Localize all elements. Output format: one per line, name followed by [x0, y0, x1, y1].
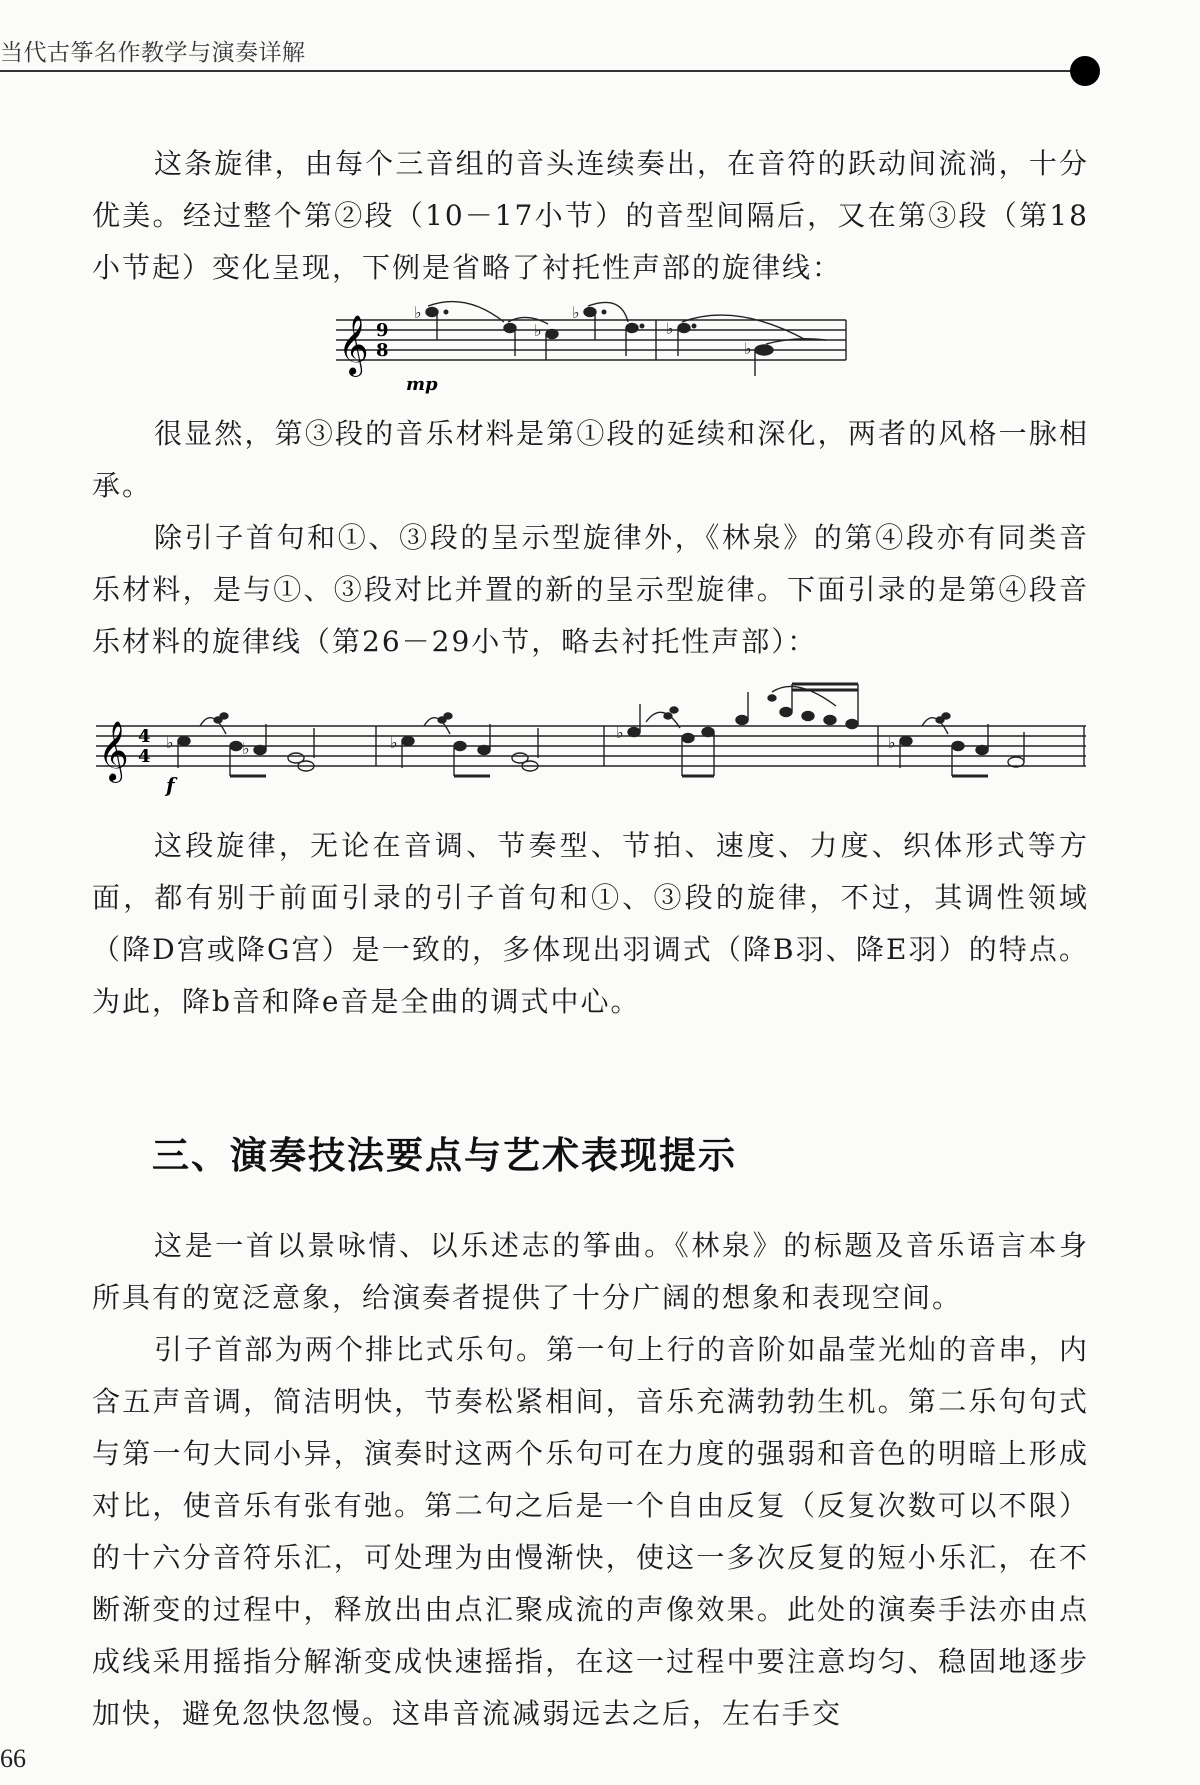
paragraph-block-4: [92, 820, 1089, 1028]
dynamic-marking: f: [166, 773, 175, 796]
paragraph-block-2: [92, 408, 1089, 512]
svg-text:♭: ♭: [166, 733, 174, 752]
paragraph: 这段旋律，无论在音调、节奏型、节拍、速度、力度、织体形式等方面，都有别于前面引录的引子首句和①、③段的旋律，不过，其调性领域（降D宫或降G宫）是一致的，多体现出羽调式（降B羽、降E羽）的特点。为此，降b音和降e音是全曲的调式中心。: [92, 829, 1089, 1018]
svg-text:♭: ♭: [534, 321, 542, 340]
paragraph-block-1: [92, 138, 1089, 294]
svg-text:♭: ♭: [616, 723, 624, 742]
time-signature-bottom: 4: [138, 746, 151, 767]
time-signature-bottom: 8: [376, 340, 389, 361]
section-heading: 三、演奏技法要点与艺术表现提示: [152, 1134, 737, 1177]
music-example-1: [336, 296, 856, 400]
paragraph-block-3: [92, 512, 1089, 668]
treble-clef-icon: 𝄞: [98, 721, 129, 781]
staff-notation-2: [96, 676, 1091, 796]
svg-text:♭: ♭: [666, 319, 674, 338]
svg-text:♭: ♭: [572, 303, 580, 322]
svg-text:♭: ♭: [390, 733, 398, 752]
svg-text:♭: ♭: [888, 733, 896, 752]
dynamic-marking: mp: [406, 374, 438, 395]
svg-text:♭: ♭: [242, 739, 250, 758]
paragraph: 除引子首句和①、③段的呈示型旋律外，《林泉》的第④段亦有同类音乐材料，是与①、③段对比并置的新的呈示型旋律。下面引录的是第④段音乐材料的旋律线（第26－29小节，略去衬托性声部）：: [92, 521, 1089, 658]
time-signature-top: 4: [138, 726, 151, 747]
svg-text:♭: ♭: [744, 339, 752, 358]
paragraph-block-5: [92, 1220, 1089, 1324]
header-dot-icon: [1070, 56, 1100, 86]
paragraph: 引子首部为两个排比式乐句。第一句上行的音阶如晶莹光灿的音串，内含五声音调，简洁明快，节奏松紧相间，音乐充满勃勃生机。第二乐句句式与第一句大同小异，演奏时这两个乐句可在力度的强弱和音色的明暗上形成对比，使音乐有张有弛。第二句之后是一个自由反复（反复次数可以不限）的十六分音符乐汇，可处理为由慢渐快，使这一多次反复的短小乐汇，在不断渐变的过程中，释放出由点汇聚成流的声像效果。此处的演奏手法亦由点成线采用摇指分解渐变成快速摇指，在这一过程中要注意均匀、稳固地逐步加快，避免忽快忽慢。这串音流减弱远去之后，左右手交: [92, 1333, 1089, 1730]
paragraph: 这是一首以景咏情、以乐述志的筝曲。《林泉》的标题及音乐语言本身所具有的宽泛意象，给演奏者提供了十分广阔的想象和表现空间。: [92, 1229, 1089, 1314]
page-number: 66: [0, 1744, 26, 1773]
music-example-2: [96, 676, 1091, 800]
treble-clef-icon: 𝄞: [338, 315, 369, 375]
header-rule: [0, 70, 1085, 72]
running-header: [0, 24, 1200, 72]
staff-notation-1: [336, 296, 856, 396]
svg-text:♭: ♭: [414, 303, 422, 322]
paragraph: 这条旋律，由每个三音组的音头连续奏出，在音符的跃动间流淌，十分优美。经过整个第②段（10－17小节）的音型间隔后，又在第③段（第18小节起）变化呈现，下例是省略了衬托性声部的旋律线：: [92, 147, 1089, 284]
book-title: 当代古筝名作教学与演奏详解: [0, 40, 306, 66]
paragraph-block-6: [92, 1324, 1089, 1740]
time-signature-top: 9: [376, 320, 389, 341]
paragraph: 很显然，第③段的音乐材料是第①段的延续和深化，两者的风格一脉相承。: [92, 417, 1089, 502]
